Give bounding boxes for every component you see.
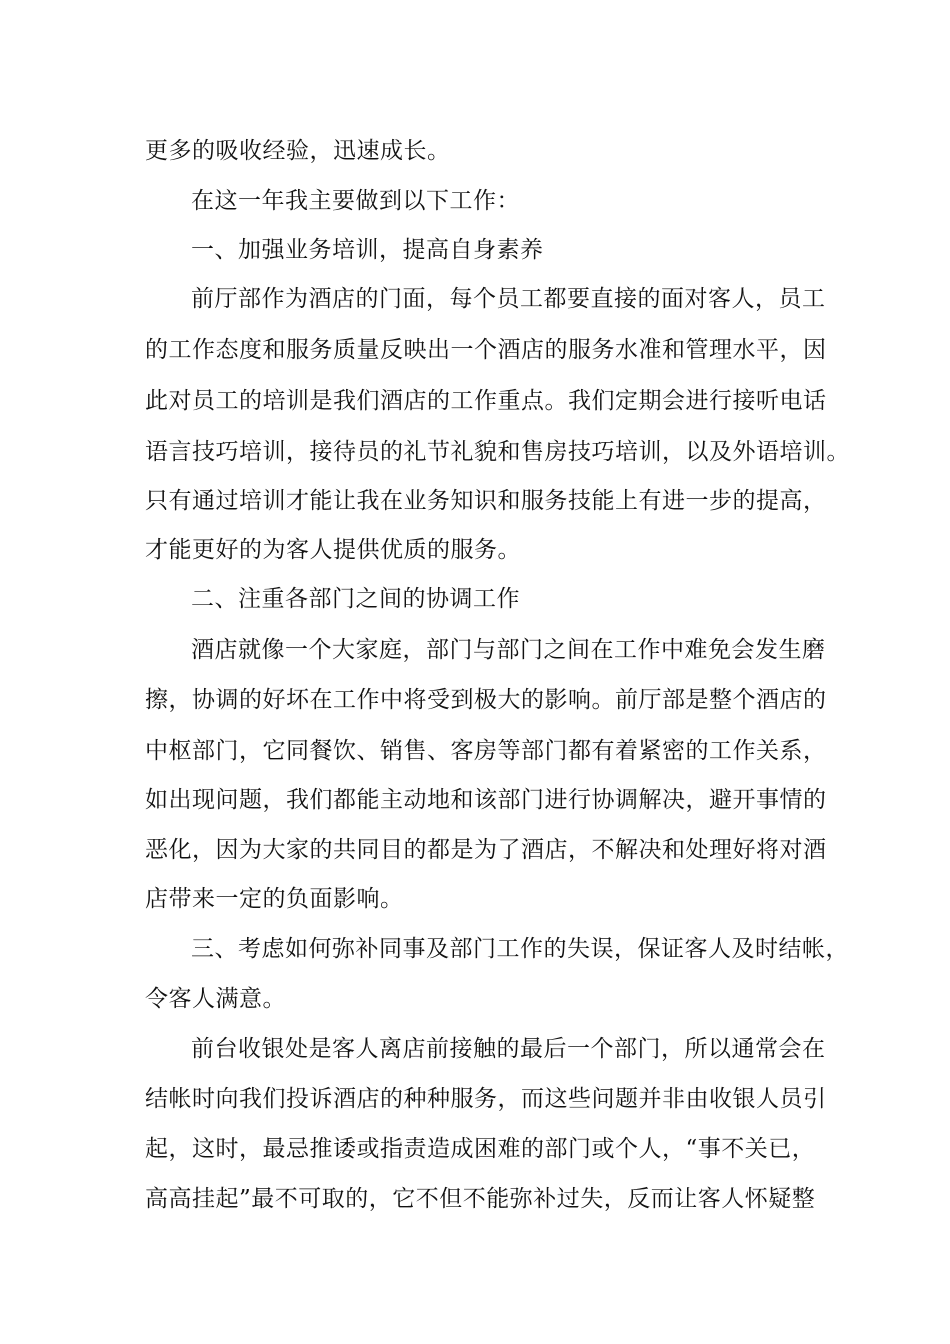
section-heading: 一、加强业务培训，提高自身素养	[191, 237, 544, 263]
section-heading: 三、考虑如何弥补同事及部门工作的失误，保证客人及时结帐，	[191, 936, 849, 962]
text-line: 在这一年我主要做到以下工作：	[191, 188, 520, 214]
text-line: 如出现问题，我们都能主动地和该部门进行协调解决，避开事情的	[145, 787, 827, 813]
text-line: 令客人满意。	[145, 986, 286, 1012]
section-heading: 二、注重各部门之间的协调工作	[191, 586, 520, 612]
text-line: 更多的吸收经验，迅速成长。	[145, 138, 451, 164]
text-line: 的工作态度和服务质量反映出一个酒店的服务水准和管理水平，因	[145, 337, 827, 363]
text-line: 此对员工的培训是我们酒店的工作重点。我们定期会进行接听电话	[145, 388, 827, 414]
text-line: 酒店就像一个大家庭，部门与部门之间在工作中难免会发生磨	[191, 637, 826, 663]
text-line: 起，这时，最忌推诿或指责造成困难的部门或个人，“事不关已，	[145, 1136, 816, 1162]
text-line: 中枢部门，它同餐饮、销售、客房等部门都有着紧密的工作关系，	[145, 738, 827, 764]
text-line: 店带来一定的负面影响。	[145, 886, 404, 912]
text-line: 才能更好的为客人提供优质的服务。	[145, 537, 521, 563]
text-line: 只有通过培训才能让我在业务知识和服务技能上有进一步的提高，	[145, 488, 827, 514]
text-line: 高高挂起”最不可取的，它不但不能弥补过失，反而让客人怀疑整	[145, 1186, 816, 1212]
text-line: 擦，协调的好坏在工作中将受到极大的影响。前厅部是整个酒店的	[145, 687, 827, 713]
text-line: 前台收银处是客人离店前接触的最后一个部门，所以通常会在	[191, 1036, 826, 1062]
text-line: 语言技巧培训，接待员的礼节礼貌和售房技巧培训，以及外语培训。	[145, 439, 850, 465]
text-line: 恶化，因为大家的共同目的都是为了酒店，不解决和处理好将对酒	[145, 837, 827, 863]
text-line: 结帐时向我们投诉酒店的种种服务，而这些问题并非由收银人员引	[145, 1086, 827, 1112]
text-line: 前厅部作为酒店的门面，每个员工都要直接的面对客人，员工	[191, 286, 826, 312]
